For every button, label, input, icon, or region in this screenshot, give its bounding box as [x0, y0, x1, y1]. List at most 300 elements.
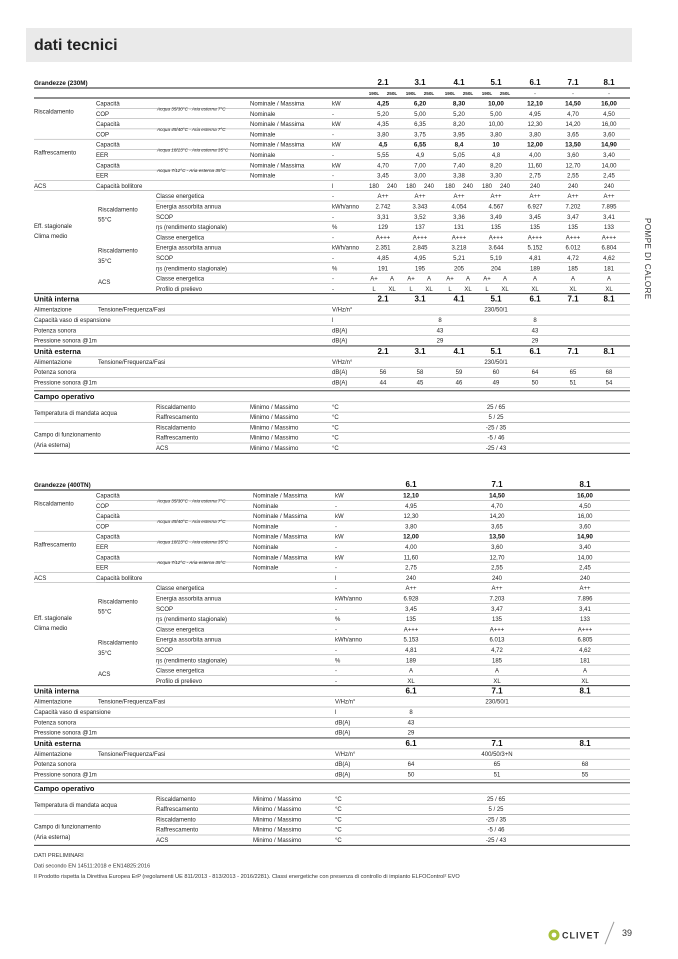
label: Classe energetica: [156, 586, 205, 593]
value-cell: A: [389, 276, 395, 283]
value-cell: 45: [416, 380, 424, 387]
value-cell: 65: [569, 370, 577, 377]
value-cell: 8,20: [490, 163, 502, 170]
label: SCOP: [156, 214, 174, 221]
value-cell: 64: [407, 762, 415, 769]
unit: dB(A): [335, 730, 351, 737]
unit: %: [332, 266, 338, 273]
unit: V/Hz/n°: [332, 359, 353, 366]
value-cell: 7,40: [453, 163, 465, 170]
value-cell: A+: [407, 276, 415, 283]
value-cell: 12,00: [403, 533, 419, 541]
label: Potenza sonora: [34, 370, 77, 377]
model-header: 6.1: [405, 686, 417, 696]
value-cell: 4,95: [529, 111, 541, 118]
label: Tensione/Frequenza/Fasi: [98, 751, 166, 758]
value-cell: 230/50/1: [484, 307, 508, 314]
value-cell: A++: [405, 586, 417, 593]
value-cell: 3,80: [529, 132, 541, 139]
label: COP: [96, 524, 110, 531]
value-cell: -25 / 43: [485, 838, 507, 844]
value-cell: 3,45: [377, 173, 389, 180]
value-cell: 14,90: [601, 141, 617, 149]
value-cell: 3,30: [490, 173, 502, 180]
label: EER: [96, 153, 109, 159]
label: Nominale / Massima: [250, 142, 305, 149]
value-cell: 133: [603, 225, 615, 232]
value-cell: A+++: [489, 627, 505, 634]
value-cell: 180: [405, 183, 417, 190]
label: Minimo / Massimo: [250, 446, 299, 452]
value-cell: 14,20: [489, 514, 505, 521]
unit: dB(A): [335, 772, 351, 779]
value-cell: 195: [414, 266, 426, 273]
value-cell: 2,55: [491, 565, 503, 572]
value-cell: 4,81: [405, 648, 417, 654]
value-cell: 180: [444, 183, 456, 190]
unit: %: [335, 658, 341, 665]
value-cell: A+: [446, 276, 454, 283]
value-cell: 4,72: [567, 256, 579, 262]
unit: dB(A): [332, 370, 348, 377]
model-header: 4.1: [453, 346, 465, 356]
model-header: 8.1: [579, 686, 591, 696]
value-cell: 16,00: [601, 122, 617, 129]
unit: V/Hz/n°: [332, 307, 353, 314]
label: Minimo / Massimo: [253, 807, 302, 814]
tank-size: -: [608, 91, 610, 96]
value-cell: 11,60: [527, 163, 543, 170]
unit: kW: [335, 493, 344, 500]
value-cell: 12,10: [403, 492, 419, 500]
value-cell: A+++: [577, 627, 593, 634]
label: Classe energetica: [156, 235, 205, 242]
value-cell: 5,55: [377, 153, 389, 159]
value-cell: 4,85: [377, 256, 389, 262]
value-cell: 10,00: [488, 122, 504, 129]
label: 55°C: [98, 217, 112, 224]
value-cell: 240: [529, 183, 541, 190]
value-cell: 240: [499, 183, 511, 190]
label: ηs (rendimento stagionale): [156, 617, 228, 624]
value-cell: 4,00: [529, 153, 541, 159]
condition: Acqua 45/40°C - Aria esterna 7°C: [157, 126, 226, 132]
value-cell: 29: [407, 730, 415, 737]
value-cell: 2.742: [375, 204, 391, 211]
value-cell: 6,20: [413, 100, 427, 108]
label: Capacità: [96, 555, 120, 562]
value-cell: 58: [416, 370, 424, 377]
tank-size: -: [534, 91, 536, 96]
value-cell: 3,47: [567, 214, 579, 221]
value-cell: 5,20: [453, 111, 465, 118]
unit: °C: [335, 817, 342, 824]
value-cell: 204: [490, 266, 502, 273]
tank-size: 190L: [444, 91, 456, 96]
value-cell: 6.927: [527, 204, 543, 211]
label: Minimo / Massimo: [253, 817, 302, 824]
value-cell: 6,55: [413, 141, 427, 149]
unit: °C: [335, 827, 342, 834]
value-cell: 12,70: [565, 163, 581, 170]
label: EER: [96, 173, 109, 180]
subsection-title: Campo operativo: [34, 783, 95, 793]
value-cell: 6.805: [577, 637, 593, 644]
value-cell: A: [582, 668, 588, 675]
value-cell: 3,38: [453, 173, 465, 180]
label: ηs (rendimento stagionale): [156, 266, 228, 273]
label: Energia assorbita annua: [156, 245, 222, 252]
value-cell: XL: [569, 286, 577, 293]
label: Potenza sonora: [34, 328, 77, 335]
tank-size: 250L: [499, 91, 511, 96]
value-cell: 4,35: [377, 122, 389, 129]
value-cell: 2,75: [405, 565, 417, 572]
value-cell: 191: [377, 266, 389, 273]
model-header: 4.1: [453, 294, 465, 304]
unit: dB(A): [332, 338, 348, 345]
label: Tensione/Frequenza/Fasi: [98, 699, 166, 706]
label: Alimentazione: [34, 359, 72, 366]
value-cell: 4,00: [405, 545, 417, 551]
value-cell: 5,19: [490, 256, 502, 262]
value-cell: XL: [425, 286, 433, 293]
value-cell: 5 / 25: [488, 807, 504, 814]
value-cell: A++: [453, 194, 465, 201]
value-cell: 3,65: [567, 132, 579, 139]
value-cell: 14,50: [489, 492, 505, 500]
subsection-title: Campo operativo: [34, 391, 95, 401]
value-cell: 12,30: [403, 514, 419, 521]
label: 35°C: [98, 650, 112, 657]
value-cell: 44: [379, 380, 387, 387]
model-header: 2.1: [377, 78, 389, 87]
value-cell: 189: [405, 658, 417, 665]
value-cell: 12,00: [527, 141, 543, 149]
unit: -: [335, 524, 337, 531]
label: SCOP: [156, 256, 174, 262]
value-cell: 133: [579, 617, 591, 624]
label: Minimo / Massimo: [250, 435, 299, 442]
label: EER: [96, 565, 109, 572]
label: Eff. stagionale: [34, 615, 72, 622]
value-cell: 240: [386, 183, 398, 190]
label: ACS: [156, 838, 169, 844]
value-cell: 5 / 25: [488, 415, 504, 422]
value-cell: 8,20: [453, 122, 465, 129]
unit: l: [332, 183, 334, 190]
value-cell: 4,95: [414, 256, 426, 262]
value-cell: 240: [462, 183, 474, 190]
value-cell: 3,80: [490, 132, 502, 139]
label: Nominale: [250, 173, 276, 180]
label: Capacità vaso di espansione: [34, 318, 111, 324]
footnote: Il Prodotto rispetta la Direttiva Europea ErP (regolamenti UE 811/2013 - 813/2013 - 2016/2281). Classi energetiche con presenza di controllo di impianto ELFOControl² EVO: [34, 874, 460, 880]
label: Riscaldamento: [156, 796, 196, 803]
unit: kW: [332, 142, 341, 149]
subsection-title: Unità esterna: [34, 346, 81, 356]
value-cell: 135: [490, 225, 502, 232]
label: Riscaldamento: [98, 207, 138, 214]
label: Minimo / Massimo: [250, 425, 299, 432]
value-cell: 3.343: [412, 204, 428, 211]
label: Capacità: [96, 101, 120, 108]
value-cell: A+++: [601, 235, 617, 242]
value-cell: 13,50: [489, 533, 505, 541]
label: COP: [96, 111, 110, 118]
value-cell: 3.218: [451, 245, 467, 252]
label: ηs (rendimento stagionale): [156, 225, 228, 232]
value-cell: 135: [491, 617, 503, 624]
label: ACS: [156, 446, 169, 452]
condition: Acqua 7/12°C - Aria esterna 35°C: [157, 560, 226, 566]
value-cell: 230/50/1: [485, 699, 509, 706]
model-header: 6.1: [529, 346, 541, 356]
label: Pressione sonora @1m: [34, 338, 97, 345]
unit: kW: [335, 514, 344, 521]
tank-size: 250L: [386, 91, 398, 96]
unit: °C: [332, 425, 339, 432]
value-cell: 400/50/3+N: [481, 751, 513, 758]
tank-size: 190L: [405, 91, 417, 96]
label: Alimentazione: [34, 751, 72, 758]
label: 35°C: [98, 258, 112, 265]
value-cell: -5 / 46: [487, 435, 505, 442]
value-cell: A+: [370, 276, 378, 283]
model-header: 6.1: [529, 78, 541, 87]
unit: -: [335, 565, 337, 572]
value-cell: 4,81: [529, 256, 541, 262]
value-cell: L: [372, 286, 376, 293]
value-cell: 4,95: [405, 503, 417, 510]
unit: kWh/anno: [335, 637, 363, 644]
value-cell: 29: [531, 338, 539, 345]
value-cell: 51: [569, 380, 577, 387]
value-cell: -5 / 46: [487, 827, 505, 834]
condition: Acqua 35/30°C - Aria esterna 7°C: [157, 498, 226, 504]
value-cell: 7.895: [601, 204, 617, 211]
unit: -: [332, 214, 334, 221]
unit: °C: [332, 404, 339, 411]
unit: -: [335, 586, 337, 593]
label: Potenza sonora: [34, 720, 77, 727]
condition: Acqua 35/30°C - Aria esterna 7°C: [157, 106, 226, 112]
label: Clima medio: [34, 626, 68, 633]
unit: -: [335, 503, 337, 510]
value-cell: 131: [453, 225, 465, 232]
value-cell: -25 / 35: [485, 425, 507, 432]
label: Raffrescamento: [156, 435, 199, 442]
value-cell: 50: [531, 380, 539, 387]
value-cell: 3,00: [414, 173, 426, 180]
label: Potenza sonora: [34, 762, 77, 769]
value-cell: 5.153: [403, 637, 419, 644]
model-header: 5.1: [490, 346, 502, 356]
value-cell: 12,70: [489, 555, 505, 562]
label: SCOP: [156, 648, 174, 654]
value-cell: 3,41: [603, 214, 615, 221]
value-cell: 205: [453, 266, 465, 273]
value-cell: 3,60: [579, 524, 591, 531]
value-cell: 137: [414, 225, 426, 232]
value-cell: 8: [409, 710, 413, 716]
value-cell: A+++: [527, 235, 543, 242]
label: Minimo / Massimo: [250, 404, 299, 411]
model-header: 2.1: [377, 294, 389, 304]
value-cell: XL: [493, 678, 501, 685]
value-cell: A++: [579, 586, 591, 593]
label: Classe energetica: [156, 194, 205, 201]
value-cell: A+++: [565, 235, 581, 242]
label: Capacità bollitore: [96, 183, 143, 190]
value-cell: XL: [605, 286, 613, 293]
unit: %: [335, 617, 341, 624]
label: Capacità bollitore: [96, 575, 143, 582]
value-cell: A+: [483, 276, 491, 283]
label: Riscaldamento: [156, 817, 196, 824]
label: ACS: [98, 279, 111, 286]
value-cell: 3,60: [491, 545, 503, 551]
unit: kWh/anno: [332, 245, 360, 252]
tank-size: 190L: [481, 91, 493, 96]
unit: kW: [332, 163, 341, 170]
label: Nominale: [250, 153, 276, 159]
label: Nominale: [250, 132, 276, 139]
value-cell: 6.013: [489, 637, 505, 644]
value-cell: 135: [529, 225, 541, 232]
unit: -: [332, 111, 334, 118]
value-cell: 68: [581, 762, 589, 769]
value-cell: A+++: [451, 235, 467, 242]
value-cell: 25 / 65: [486, 796, 506, 803]
value-cell: 6.012: [565, 245, 581, 252]
unit: °C: [335, 838, 342, 844]
condition: Acqua 45/40°C - Aria esterna 7°C: [157, 518, 226, 524]
model-header: 8.1: [579, 480, 591, 489]
label: Tensione/Frequenza/Fasi: [98, 359, 166, 366]
value-cell: 135: [567, 225, 579, 232]
model-header: 7.1: [491, 738, 503, 748]
model-header: 8.1: [603, 294, 615, 304]
group-label: Raffrescamento: [34, 542, 77, 549]
value-cell: 43: [531, 328, 539, 335]
value-cell: 50: [407, 772, 415, 779]
value-cell: 14,20: [565, 122, 581, 129]
unit: -: [335, 545, 337, 551]
tank-size: 250L: [462, 91, 474, 96]
page-number: 39: [622, 928, 633, 938]
group-label: ACS: [34, 575, 47, 582]
value-cell: 3,52: [414, 214, 426, 221]
value-cell: A: [570, 276, 576, 283]
value-cell: 60: [492, 370, 500, 377]
label: Capacità: [96, 493, 120, 500]
unit: -: [332, 153, 334, 159]
label: Nominale: [253, 565, 279, 572]
label: Raffrescamento: [156, 827, 199, 834]
value-cell: 189: [529, 266, 541, 273]
value-cell: 3.644: [488, 245, 504, 252]
label: Pressione sonora @1m: [34, 730, 97, 737]
label: Capacità: [96, 514, 120, 521]
condition: Acqua 18/23°C - Aria esterna 35°C: [157, 539, 229, 545]
value-cell: 180: [481, 183, 493, 190]
label: Riscaldamento: [156, 404, 196, 411]
value-cell: 5.152: [527, 245, 543, 252]
label: Alimentazione: [34, 699, 72, 706]
model-header: 4.1: [453, 78, 465, 87]
value-cell: 10,00: [488, 100, 504, 108]
unit: kW: [335, 555, 344, 562]
value-cell: L: [448, 286, 452, 293]
value-cell: 3,45: [529, 214, 541, 221]
model-header: 6.1: [405, 480, 417, 489]
section-title: dati tecnici: [34, 37, 118, 54]
value-cell: 6,35: [414, 122, 426, 129]
value-cell: 4,70: [567, 111, 579, 118]
condition: Acqua 18/23°C - Aria esterna 35°C: [157, 147, 229, 153]
unit: -: [332, 286, 334, 293]
model-header: 7.1: [567, 78, 579, 87]
unit: -: [332, 173, 334, 180]
model-header: 6.1: [405, 738, 417, 748]
value-cell: 14,00: [577, 555, 593, 562]
footnote: Dati secondo EN 14511:2018 e EN14825:2016: [34, 863, 151, 870]
value-cell: XL: [501, 286, 509, 293]
value-cell: 240: [423, 183, 435, 190]
unit: dB(A): [335, 762, 351, 769]
label: Capacità: [96, 534, 120, 541]
unit: -: [335, 678, 337, 685]
label: Nominale: [253, 524, 279, 531]
value-cell: 4,50: [579, 503, 591, 510]
value-cell: 240: [405, 575, 417, 582]
label: Riscaldamento: [98, 248, 138, 255]
value-cell: 240: [579, 575, 591, 582]
value-cell: 2,45: [579, 565, 591, 572]
value-cell: L: [485, 286, 489, 293]
value-cell: 11,60: [403, 555, 419, 562]
side-label: POMPE DI CALORE: [643, 218, 652, 300]
value-cell: 65: [493, 762, 501, 769]
label: Minimo / Massimo: [253, 838, 302, 844]
label: 55°C: [98, 609, 112, 616]
value-cell: 14,50: [565, 100, 581, 108]
value-cell: 3,45: [405, 606, 417, 613]
value-cell: 5,21: [453, 256, 465, 262]
label: Raffrescamento: [156, 807, 199, 814]
value-cell: 230/50/1: [484, 359, 508, 366]
label: Classe energetica: [156, 276, 205, 283]
value-cell: 181: [579, 658, 591, 665]
value-cell: A: [532, 276, 538, 283]
value-cell: 7.203: [489, 596, 505, 603]
value-cell: 5,00: [414, 111, 426, 118]
value-cell: 2,75: [529, 173, 541, 180]
label: Nominale / Massima: [253, 493, 308, 500]
label: Clima medio: [34, 234, 68, 241]
label: Pressione sonora @1m: [34, 380, 97, 387]
value-cell: A+++: [488, 235, 504, 242]
value-cell: A+++: [412, 235, 428, 242]
value-cell: 43: [436, 328, 444, 335]
label: Riscaldamento: [156, 425, 196, 432]
value-cell: A++: [491, 586, 503, 593]
label: Nominale / Massima: [253, 555, 308, 562]
label: EER: [96, 545, 109, 551]
value-cell: XL: [407, 678, 415, 685]
label: Eff. stagionale: [34, 223, 72, 230]
